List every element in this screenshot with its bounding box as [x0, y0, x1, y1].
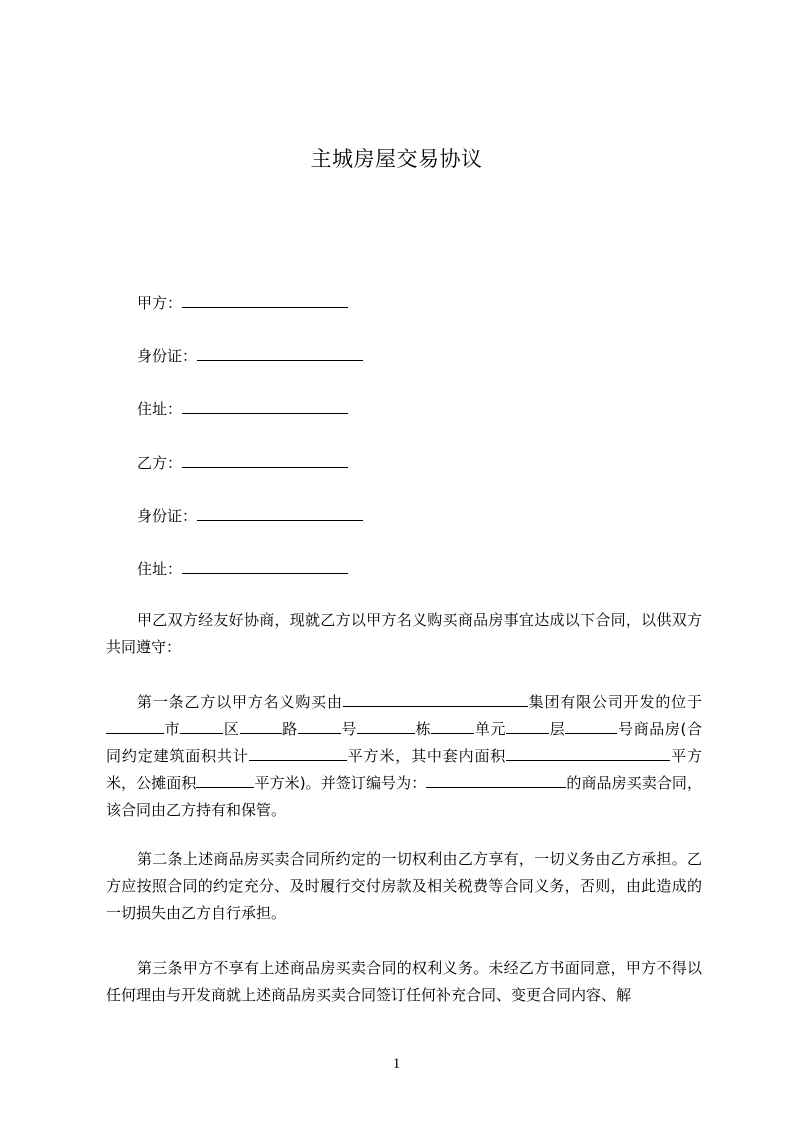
document-title: 主城房屋交易协议 [310, 147, 483, 171]
district-blank [180, 719, 223, 734]
party-a-address-blank [182, 398, 348, 414]
article-1-text-10: 号商品房(合同约定建筑面积共计 [106, 720, 702, 765]
preamble-paragraph: 甲乙双方经友好协商，现就乙方以甲方名义购买商品房事宜达成以下合同，以供双方共同遵守： [106, 611, 702, 656]
article-1-text-1: 第一条乙方以甲方名义购买由 [137, 693, 343, 711]
article-2-paragraph: 第二条上述商品房买卖合同所约定的一切权利由乙方享有，一切义务由乙方承担。乙方应按照合同的约定充分、及时履行交付房款及相关税费等合同义务，否则，由此造成的一切损失由乙方自行承担。 [106, 850, 702, 922]
contract-number-blank-2 [514, 773, 566, 788]
article-1-text-6: 号 [340, 720, 357, 738]
party-a-name-blank [182, 292, 348, 308]
party-b-name-blank [182, 452, 348, 468]
article-1-text-4: 区 [223, 720, 240, 738]
article-1-text-7: 栋 [415, 720, 432, 738]
article-1-paragraph [106, 689, 702, 824]
party-b-name-field [137, 452, 348, 473]
party-b-id-blank [197, 505, 363, 521]
party-a-id-field [137, 345, 363, 366]
building-blank [357, 719, 415, 734]
article-1-text-2: 集团有限公司开发的位于 [527, 693, 702, 711]
party-a-address-field [137, 398, 348, 419]
article-1-text-5: 路 [281, 720, 298, 738]
building-area-blank [249, 746, 347, 761]
article-1-text-9: 层 [549, 720, 566, 738]
party-a-address-label: 住址： [137, 400, 183, 418]
party-b-id-label: 身份证： [137, 507, 198, 525]
party-a-id-blank [197, 345, 363, 361]
number-blank [298, 719, 341, 734]
article-1-text-11: 平方米，其中套内面积 [346, 747, 507, 765]
party-a-id-label: 身份证： [137, 347, 198, 365]
city-blank [106, 719, 164, 734]
article-1-text-13: 平方米)。并签订编号为： [254, 774, 427, 792]
shared-area-blank [196, 773, 254, 788]
party-b-address-blank [182, 558, 348, 574]
party-b-name-label: 乙方： [137, 454, 183, 472]
inner-area-blank-1 [506, 746, 542, 761]
room-blank [573, 719, 617, 734]
road-blank [240, 719, 282, 734]
inner-area-blank-2 [542, 746, 670, 761]
unit-blank [431, 719, 474, 734]
article-1-text-12: 平方米，公摊面积 [106, 747, 702, 792]
party-b-address-field [137, 558, 348, 579]
floor-tail-blank [565, 719, 573, 734]
article-1-text-8: 单元 [474, 720, 507, 738]
article-3-paragraph: 第三条甲方不享有上述商品房买卖合同的权利义务。未经乙方书面同意，甲方不得以任何理由与开发商就上述商品房买卖合同签订任何补充合同、变更合同内容、解 [106, 959, 702, 1004]
article-1-text-14: 的商品房买卖合同，该合同由乙方持有和保管。 [106, 774, 702, 819]
party-b-address-label: 住址： [137, 560, 183, 578]
party-b-id-field [137, 505, 363, 526]
party-a-name-label: 甲方： [137, 294, 183, 312]
contract-number-blank-1 [426, 773, 514, 788]
floor-blank [506, 719, 549, 734]
party-a-name-field [137, 292, 348, 313]
page-number: 1 [392, 1056, 401, 1072]
developer-blank [343, 692, 528, 707]
article-1-text-3: 市 [164, 720, 181, 738]
